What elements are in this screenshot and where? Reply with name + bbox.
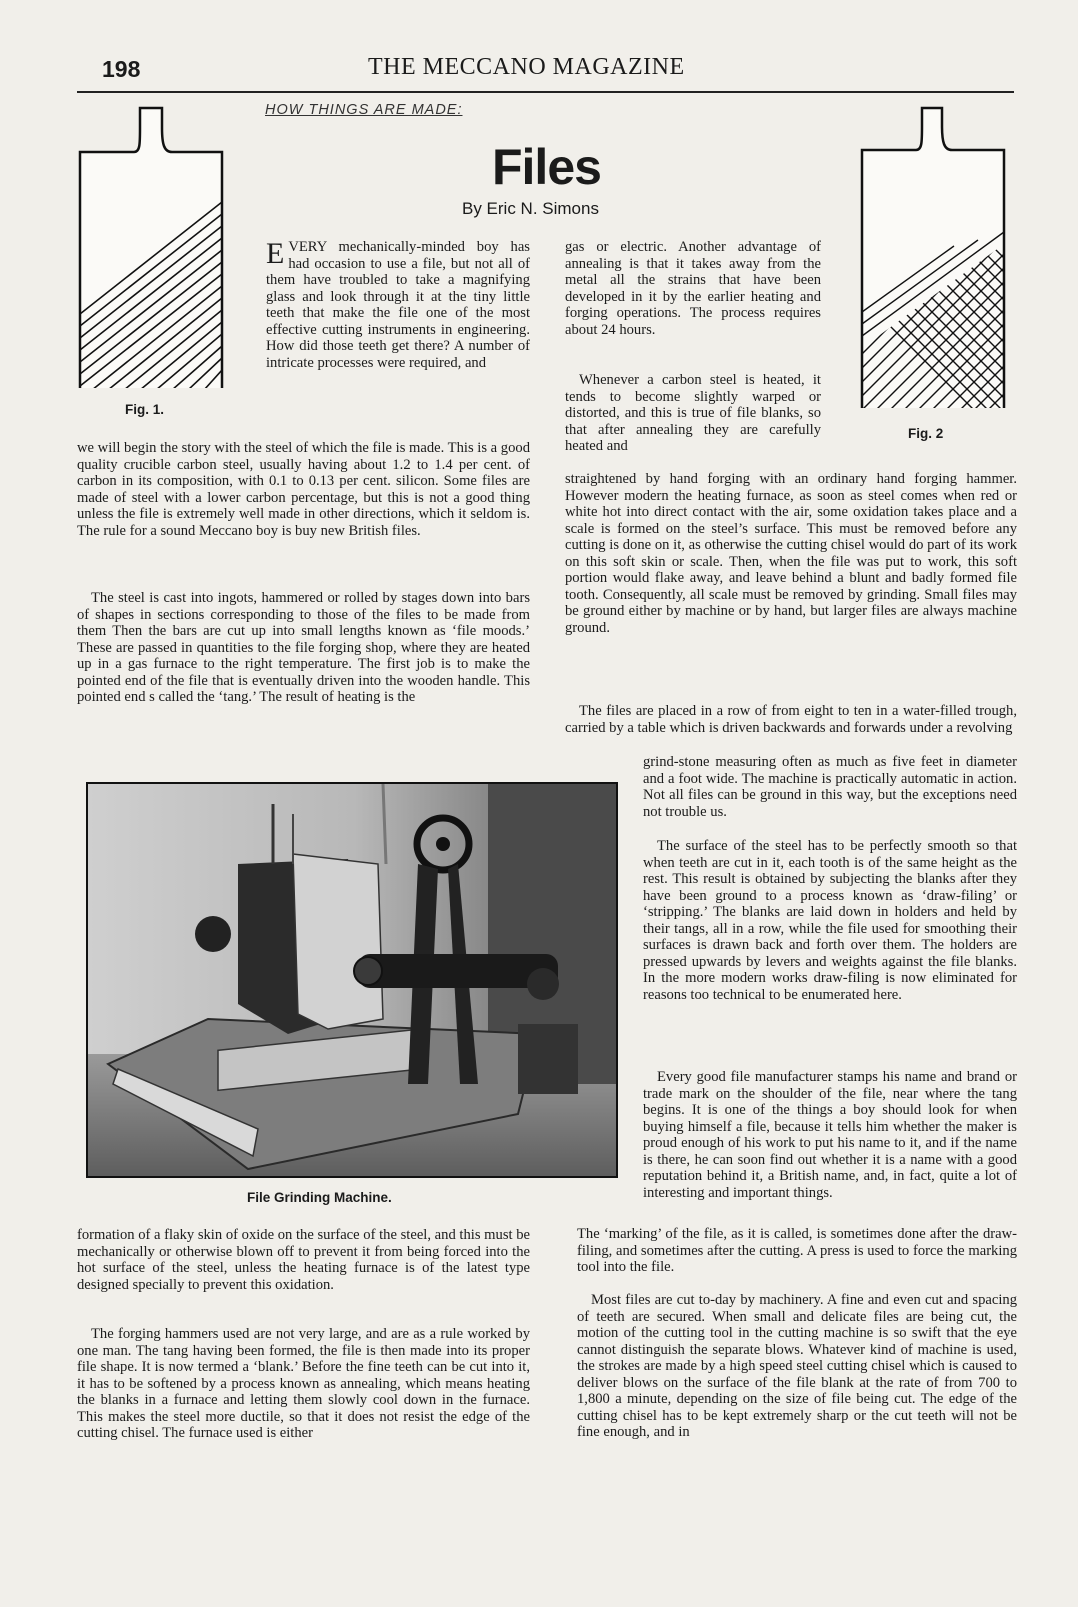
header-rule (77, 91, 1014, 93)
col1-paragraph-1: EVERY mechanically-minded boy has had occasion to use a file, but not all of them have troubled to take a magnifying glass and look through it at the tiny little teeth that make the file one of the most effective cutting instruments in engineering. How did those teeth get there? A number of intricate processes were required, and (266, 237, 530, 371)
col2-paragraph-1: gas or electric. Another advantage of annealing is that it takes away from the metal all the strains that have been developed in it by the earlier heating and forging operations. The process requires about 24 hours. (565, 239, 821, 338)
file-grinding-machine-photo (86, 782, 618, 1178)
col2-paragraph-5-cont: The ‘marking’ of the file, as it is called, is sometimes done after the draw-filing, and sometimes after the cutting. A press is used to force the marking tool into the file. (577, 1226, 1017, 1275)
col2-paragraph-2-cont: straightened by hand forging with an ordinary hand forging hammer. However modern the heating furnace, as soon as steel comes when red or white hot into direct contact with the air, some oxidation takes place and a scale is formed on the steel’s surface. This must be removed before any cutting is done on it, as otherwise the cutting chisel would do part of its work on this soft skin or scale. Then, when the file was put to work, this soft portion would flake away, and leave behind a blunt and badly formed file tooth. Consequently, all scale must be removed by grinding. Small files may be ground either by machine or by hand, but larger files are always machine ground. (565, 471, 1017, 636)
col1-paragraph-3: formation of a flaky skin of oxide on the surface of the steel, and this must be mechanically or otherwise blown off to prevent it from being forced into the hot surface of the steel, unless the heating furnace is of the latest type designed specially to prevent this oxidation. (77, 1227, 530, 1293)
col2-paragraph-6: Most files are cut to-day by machinery. A fine and even cut and spacing of teeth are secured. When small and delicate files are being cut, the motion of the cutting tool in the cutting machine is so swift that the eye cannot distinguish the separate blows. Whatever kind of machine is used, the strokes are made by a high speed steel cutting chisel which is caused to deliver blows on the surface of the file blank at the rate of from 700 to 1,800 a minute, depending on the size of file being cut. The edge of the cutting chisel has to be kept extremely sharp or the cut teeth will not be fine enough, and in (577, 1292, 1017, 1440)
grinding-machine-illustration (88, 784, 618, 1178)
col1-paragraph-2: The steel is cast into ingots, hammered or rolled by stages down into bars of shapes in sections corresponding to those of the files to be made from them Then the bars are cut up into small lengths known as ‘file moods.’ These are passed in quantities to the file forging shop, where they are heated up in a gas furnace to the right temperature. The first job is to make the pointed end of the file that is eventually driven into the wooden handle. This pointed end s called the ‘tang.’ The result of heating is the (77, 590, 530, 705)
fig2-file-drawing (858, 104, 1010, 416)
photo-caption: File Grinding Machine. (247, 1190, 392, 1205)
col2-paragraph-3: The files are placed in a row of from eight to ten in a water-filled trough, carried by a table which is driven backwards and forwards under a revolving (565, 703, 1017, 736)
col1-paragraph-4: The forging hammers used are not very large, and are as a rule worked by one man. The tang having been formed, the file is then made into its proper file shape. It is now termed a ‘blank.’ Before the fine teeth can be cut into it, it has to be softened by a process known as annealing, which means heating the blanks in a furnace and letting them slowly cool down in the furnace. This makes the steel more ductile, so that it does not resist the edge of the cutting chisel. The furnace used is either (77, 1326, 530, 1441)
series-heading: HOW THINGS ARE MADE: (265, 102, 463, 118)
col1-paragraph-1-cont: we will begin the story with the steel of which the file is made. This is a good quality crucible carbon steel, usually having about 1.2 to 1.4 per cent. of carbon in its composition, with 0.1 to 0.13 per cent. silicon. Some files are made of steel with a lower carbon percentage, but this is not a good thing unless the file is extremely well made in other directions, which it seldom is. The rule for a sound Meccano boy is buy new British files. (77, 440, 530, 539)
byline: By Eric N. Simons (462, 199, 599, 218)
fig2-label: Fig. 2 (908, 426, 944, 441)
col2-paragraph-5: Every good file manufacturer stamps his name and brand or trade mark on the shoulder of the file, near where the tang begins. It is one of the things a boy should look for when buying himself a file, because it tells him whether the maker is proud enough of his work to put his name to it, and if the name is there, he can soon find out whether it is a name with a good reputation behind it, a British name, and, in fact, quite a lot of interesting and important things. (643, 1069, 1017, 1201)
fig1-file-drawing (76, 104, 228, 396)
col2-paragraph-2: Whenever a carbon steel is heated, it tends to become slightly warped or distorted, and this is true of file blanks, so that after annealing they are carefully heated and (565, 372, 821, 454)
drop-cap: E (266, 237, 285, 270)
magazine-title: THE MECCANO MAGAZINE (368, 54, 685, 80)
col2-paragraph-3-cont: grind-stone measuring often as much as five feet in diameter and a foot wide. The machine is practically automatic in action. Not all files can be ground in this way, but the exceptions need not trouble us. (643, 754, 1017, 820)
col2-paragraph-4: The surface of the steel has to be perfectly smooth so that when teeth are cut in it, each tooth is of the same height as the rest. This result is obtained by subjecting the blanks after they have been ground to a process known as ‘draw-filing’ or ‘stripping.’ The blanks are laid down in holders and held by their tangs, all in a row, while the file used for smoothing their surfaces is drawn back and forth over them. The holders are pressed upwards by levers and weights against the file blanks. In the more modern works draw-filing is now eliminated for reasons too technical to be enumerated here. (643, 838, 1017, 1003)
article-title: Files (492, 139, 601, 195)
page-number: 198 (102, 56, 141, 82)
fig1-label: Fig. 1. (125, 402, 165, 417)
